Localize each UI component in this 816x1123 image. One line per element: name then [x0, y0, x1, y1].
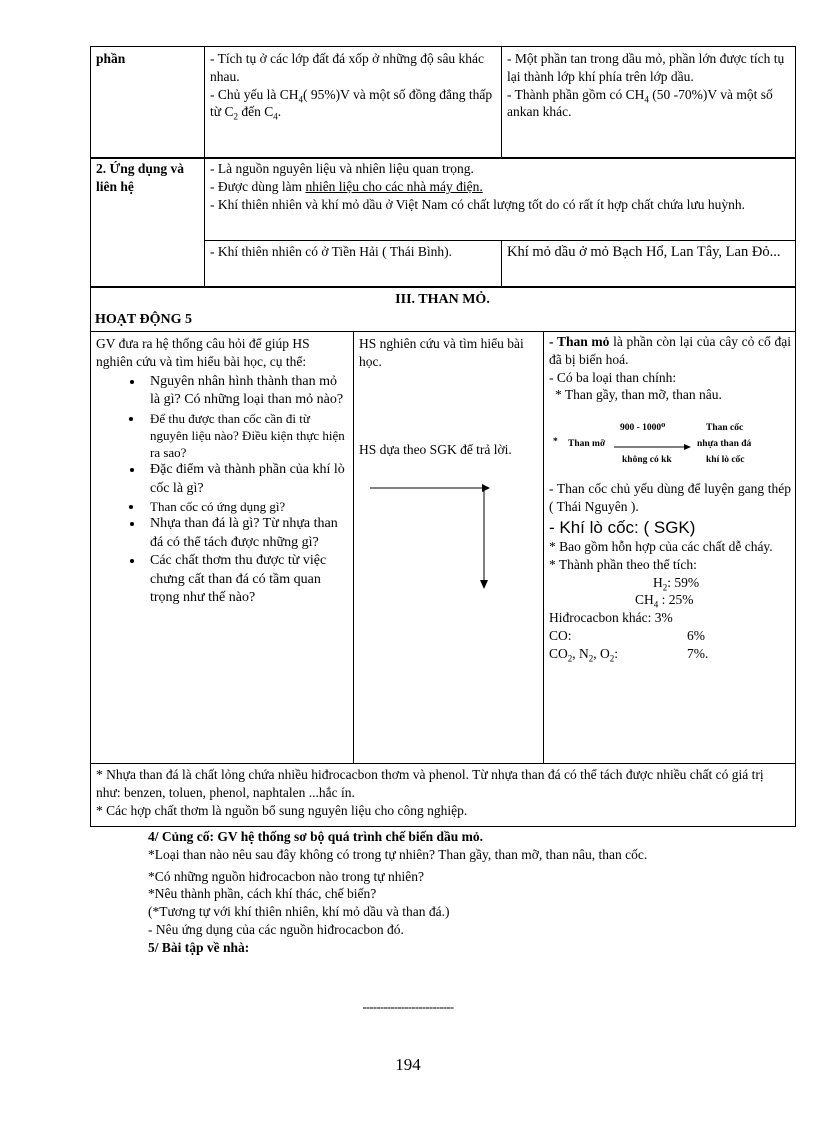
gas-hidrocacbon: Hiđrocacbon khác: 3%: [549, 610, 673, 626]
oil-gas-composition: [503, 50, 795, 121]
separator: --------------------------: [362, 1000, 454, 1014]
table-border: [90, 46, 795, 47]
question-item: • Đặc điểm và thành phần của khí lò cốc là gì?: [144, 461, 348, 498]
applications-line: [210, 178, 791, 196]
table-border: [795, 331, 796, 764]
natural-gas-line: - Tích tụ ở các lớp đất đá xốp ở những độ sâu khác nhau.: [210, 51, 485, 84]
coal-definition: [549, 333, 791, 369]
question-item: • Nhựa than đá là gì? Từ nhựa than đá có thể tách được những gì?: [144, 515, 348, 552]
coke-usage: - Than cốc chủ yếu dùng để luyện gang thép ( Thái Nguyên ).: [549, 481, 791, 514]
coal-definition-rest: là phần còn lại của cây cỏ cổ đại đã bị biến hoá.: [549, 334, 791, 367]
flow-arrowhead-h: [482, 484, 490, 492]
applications-prefix: - Được dùng làm: [210, 178, 306, 194]
activity-title: HOẠT ĐỘNG 5: [95, 312, 192, 327]
natural-gas-location: - Khí thiên nhiên có ở Tiền Hải ( Thái Bình).: [210, 244, 452, 259]
gas-ch4: $CH_4$ : 25%: [635, 592, 694, 610]
gas-co-value: 6%: [687, 627, 705, 643]
row-label-applications: 2. Ứng dụng và liên hệ: [96, 161, 185, 194]
gas-mix-value: 7%.: [687, 645, 709, 661]
question-item: • Than cốc có ứng dụng gì?: [144, 498, 348, 515]
diagram-arrow: [612, 442, 692, 452]
diagram-condition-top: 900 - 1000⁰: [620, 423, 666, 433]
table-border: [543, 331, 544, 764]
table-border: [795, 46, 796, 286]
review-question: - Nêu ứng dụng của các nguồn hiđrocacbon đó.: [148, 922, 404, 938]
flow-arrowhead-v: [480, 580, 488, 589]
coke-gas-title: - Khí lò cốc: ( SGK): [549, 517, 696, 537]
content-column: [545, 333, 795, 404]
table-border: [90, 286, 795, 288]
tar-note: [92, 766, 795, 819]
row-label-composition: phần: [96, 51, 126, 66]
review-title: 4/ Củng cố: GV hệ thống sơ bộ quá trình chế biến dầu mỏ.: [148, 829, 484, 844]
table-border: [90, 826, 795, 827]
coal-definition-bold: - Than mỏ: [549, 334, 610, 349]
diagram-input: Than mỡ: [568, 439, 606, 449]
table-border: [90, 763, 795, 764]
table-border: [90, 331, 795, 332]
table-border: [501, 240, 502, 286]
section-title: III. THAN MỎ.: [395, 292, 490, 307]
coal-types: * Than gầy, than mỡ, than nâu.: [555, 387, 722, 403]
review-section: [90, 828, 795, 957]
table-border: [501, 46, 502, 158]
page-number: 194: [395, 1055, 421, 1074]
table-border: [204, 240, 795, 241]
review-question: (*Tương tự với khí thiên nhiên, khí mỏ dầu và than đá.): [148, 904, 450, 920]
teacher-column: [92, 335, 352, 607]
gas-h2: $H_2$: 59%: [653, 574, 700, 593]
coal-types-intro: - Có ba loại than chính:: [549, 369, 677, 385]
teacher-intro: GV đưa ra hệ thống câu hỏi để giúp HS nghiên cứu và tìm hiểu bài học, cụ thể:: [96, 336, 310, 369]
question-item: • Các chất thơm thu được từ việc chưng cất than đá có tầm quan trọng như thế nào?: [144, 552, 348, 607]
table-border: [90, 157, 795, 159]
coke-gas-desc: * Bao gồm hỗn hợp của các chất dễ cháy.: [549, 538, 773, 554]
content-column-lower: [545, 480, 795, 663]
coke-gas-volume: * Thành phần theo thể tích:: [549, 556, 697, 572]
natural-gas-line: - Chủ yếu là $CH_4$( 95%)V và một số đồng đẳng thấp từ $C_2$ đến $C_4$.: [210, 86, 493, 123]
oil-gas-line: - Một phần tan trong dầu mỏ, phần lớn được tích tụ lại thành lớp khí phía trên lớp dầu.: [507, 51, 785, 84]
question-list: [96, 373, 348, 608]
homework-title: 5/ Bài tập về nhà:: [148, 939, 250, 955]
oil-gas-location: Khí mỏ dầu ở mỏ Bạch Hổ, Lan Tây, Lan Đỏ...: [507, 244, 781, 260]
question-item: • Để thu được than cốc cần đi từ nguyên liệu nào? Điều kiện thực hiện ra sao?: [144, 410, 348, 461]
diagram-star: *: [553, 437, 558, 447]
student-activity-1: HS nghiên cứu và tìm hiểu bài học.: [359, 336, 524, 369]
gas-co: [549, 627, 791, 645]
table-border: [204, 46, 205, 286]
gas-co-label: CO:: [549, 627, 572, 643]
diagram-product-coke: Than cốc: [706, 423, 744, 433]
review-question: *Loại than nào nêu sau đây không có trong tự nhiên? Than gầy, than mỡ, than nâu, than cốc.: [148, 846, 648, 862]
table-border: [795, 763, 796, 827]
student-activity-2: HS dựa theo SGK để trả lời.: [359, 442, 512, 457]
applications-line: - Là nguồn nguyên liệu và nhiên liệu quan trọng.: [210, 161, 474, 176]
diagram-condition-bottom: không có kk: [622, 455, 672, 465]
tar-note-line: * Nhựa than đá là chất lỏng chứa nhiều hiđrocacbon thơm và phenol. Từ nhựa than đá có thể tách được nhiều chất có giá trị như: benzen, toluen, phenol, naphtalen ...hắc ín.: [96, 767, 764, 800]
table-border: [353, 331, 354, 764]
table-border: [90, 46, 91, 286]
diagram-arrowhead: [684, 444, 691, 450]
diagram-product-tar: nhựa than đá: [697, 439, 752, 449]
review-question: *Nêu thành phần, cách khí thác, chế biến?: [148, 886, 377, 902]
oil-gas-line: - Thành phần gồm có $CH_4$ (50 -70%)V và một số ankan khác.: [507, 86, 773, 120]
table-border: [90, 331, 91, 764]
gas-mix: $CO_2$, $N_2$, $O_2$: 7%.: [549, 645, 709, 664]
table-border: [795, 286, 796, 332]
tar-note-line: * Các hợp chất thơm là nguồn bổ sung nguyên liệu cho công nghiệp.: [96, 802, 468, 818]
flow-arrow: [360, 478, 500, 593]
question-item: • Nguyên nhân hình thành than mỏ là gì? Có những loại than mỏ nào?: [144, 373, 348, 410]
table-border: [90, 763, 91, 827]
applications-underlined: nhiên liệu cho các nhà máy điện.: [305, 178, 483, 194]
natural-gas-composition: [206, 50, 500, 121]
diagram-product-gas: khí lò cốc: [706, 455, 745, 465]
review-question: *Có những nguồn hiđrocacbon nào trong tự nhiên?: [148, 868, 424, 884]
applications-text: [206, 160, 795, 213]
applications-line: - Khí thiên nhiên và khí mỏ dầu ở Việt Nam có chất lượng tốt do có rất ít hợp chất chứa lưu huỳnh.: [210, 196, 745, 212]
